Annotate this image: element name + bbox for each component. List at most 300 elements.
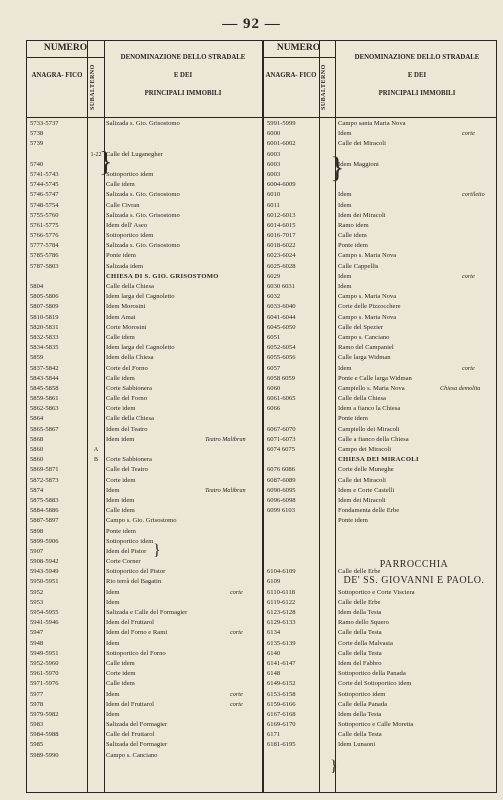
brace-mark: }	[153, 542, 161, 559]
street-name: Calle idem	[106, 333, 135, 341]
anagrafico-number: 5810-5819	[30, 313, 59, 321]
street-name: Idem	[338, 191, 352, 199]
anagrafico-number: 6010	[267, 191, 281, 199]
street-name: Calle idem	[106, 181, 135, 189]
header-denominazione: DENOMINAZIONE DELLO STRADALE	[120, 54, 246, 61]
street-name: Calle della Testa	[338, 629, 382, 637]
anagrafico-number: 5952	[30, 588, 44, 596]
street-name: Calle idem	[106, 507, 135, 515]
table-row	[27, 282, 498, 292]
street-name: Campo s. Canciano	[338, 333, 390, 341]
anagrafico-number: 5985	[30, 741, 44, 749]
anagrafico-number: 5738	[30, 130, 44, 138]
anagrafico-number: 5740	[30, 160, 44, 168]
margin-note: corte	[462, 130, 475, 138]
street-name: Idem Lunaoni	[338, 741, 376, 749]
margin-note: Chiesa demolita	[440, 384, 481, 392]
anagrafico-number: 5874	[30, 486, 44, 494]
street-name: Fondamenta delle Erbe	[338, 507, 400, 515]
anagrafico-number: 6067-6070	[267, 425, 296, 433]
anagrafico-number: 5971-5976	[30, 680, 59, 688]
brace-mark: }	[330, 151, 345, 184]
subalterno-number: 1-22	[90, 151, 102, 158]
anagrafico-number: 5834-5835	[30, 344, 59, 352]
street-name: Sottoportico idem	[106, 170, 154, 178]
street-name: Idem larga del Cagnoletto	[106, 293, 175, 301]
street-name: Calle larga Widman	[338, 354, 391, 362]
anagrafico-number: 5954-5955	[30, 609, 59, 616]
street-name: Calle delle Erbe	[338, 598, 381, 606]
table-row	[27, 353, 498, 363]
anagrafico-number: 5983	[30, 721, 44, 729]
street-name: Calle del Spezier	[338, 323, 384, 331]
street-name: Idem dei Miracoli	[338, 496, 386, 504]
street-name: Calle dei Miracoli	[338, 476, 386, 484]
anagrafico-number: 5941-5946	[30, 619, 59, 627]
table-row	[27, 516, 498, 526]
parish-heading-line1: PARROCCHIA	[379, 559, 449, 570]
table-row	[27, 700, 498, 710]
anagrafico-number: 5950-5951	[30, 578, 59, 586]
anagrafico-number: 6099 6103	[267, 507, 296, 515]
street-name: Campo santa Maria Nova	[338, 120, 406, 127]
street-name: Calle della Testa	[338, 649, 382, 657]
table-row	[27, 190, 498, 200]
anagrafico-number: 5898	[30, 527, 44, 535]
anagrafico-number: 5961-5970	[30, 670, 59, 678]
street-name: Idem	[106, 639, 120, 647]
street-name: CHIESA DI S. GIO. GRISOSTOMO	[106, 272, 219, 280]
anagrafico-number: 6051	[267, 333, 281, 341]
street-name: Ponte e Calle larga Widman	[338, 374, 412, 382]
table-row	[27, 730, 498, 740]
parish-heading-line2: DE' SS. GIOVANNI E PAOLO.	[343, 575, 485, 586]
anagrafico-number: 5748-5754	[30, 201, 59, 209]
anagrafico-number: 6135-6139	[267, 639, 296, 647]
anagrafico-number: 6030 6031	[267, 283, 296, 290]
table-row	[27, 323, 498, 333]
street-name: Ponte idem	[338, 517, 368, 525]
street-name: Salizada del Formagier	[106, 721, 168, 729]
street-name: Calle della Chiesa	[338, 395, 386, 403]
anagrafico-number: 6076 6086	[267, 466, 296, 474]
street-name: Campiello s. Maria Nova	[338, 384, 405, 392]
street-name: Sottoportico del Pistor	[106, 568, 166, 576]
anagrafico-number: 6004-6009	[267, 181, 296, 189]
table-row	[27, 129, 498, 139]
anagrafico-number: 6060	[267, 384, 281, 392]
table-row	[27, 598, 498, 608]
anagrafico-number: 6119-6122	[267, 598, 296, 606]
street-name: Corte delle Pizzocchere	[338, 303, 401, 311]
table-row	[27, 720, 498, 730]
street-name: Idem Morosini	[106, 303, 146, 311]
anagrafico-number: 5952-5960	[30, 659, 59, 667]
street-name: Corte del Sottoportico idem	[338, 680, 412, 688]
street-name: Sottoportico idem	[106, 232, 154, 240]
table-row	[27, 496, 498, 506]
header-denominazione: DENOMINAZIONE DELLO STRADALE	[354, 54, 480, 61]
street-name: Campo s. Maria Nova	[338, 313, 397, 321]
anagrafico-number: 5953	[30, 598, 44, 606]
street-name: Idem del Fruttarol	[106, 619, 154, 627]
anagrafico-number: 6025-6028	[267, 262, 296, 270]
street-name: Rio terrà del Bagatin	[106, 578, 162, 586]
street-name: Calle della Testa	[338, 731, 382, 739]
street-name: Sottoportico e Calle Moretta	[338, 721, 414, 729]
street-name: Campo dei Miracoli	[338, 446, 392, 453]
table-row	[27, 160, 498, 170]
anagrafico-number: 6129-6133	[267, 619, 296, 627]
anagrafico-number: 5947	[30, 629, 44, 637]
right-rows	[27, 119, 498, 751]
anagrafico-number: 6167-6168	[267, 710, 296, 718]
table-row	[27, 241, 498, 251]
header-anagrafico: ANAGRA- FICO	[31, 72, 83, 79]
street-name: Calle delle Erbe	[338, 568, 381, 576]
street-name: Calle idem	[338, 232, 367, 240]
street-name: Salizada s. Gio. Grisostomo	[106, 242, 180, 250]
street-name: Ponte idem	[106, 527, 136, 535]
header-principali: PRINCIPALI IMMOBILI	[378, 90, 456, 97]
table-row	[27, 302, 498, 312]
anagrafico-number: 5733-5737	[30, 120, 59, 127]
anagrafico-number: 6045-6050	[267, 323, 296, 331]
street-name: Salizada del Formagier	[106, 741, 168, 749]
anagrafico-number: 5908-5942	[30, 558, 59, 566]
anagrafico-number: 5984-5988	[30, 731, 59, 739]
anagrafico-number: 5979-5982	[30, 710, 59, 718]
anagrafico-number: 6003	[267, 160, 281, 168]
anagrafico-number: 6003	[267, 150, 281, 158]
header-rule	[27, 57, 104, 58]
street-name: Calle del Teatro	[106, 466, 148, 474]
table-row	[27, 221, 498, 231]
street-name: Calle Civran	[106, 201, 140, 209]
street-name: Idem	[338, 283, 352, 290]
anagrafico-number: 5755-5760	[30, 211, 59, 219]
anagrafico-number: 6001-6002	[267, 140, 296, 148]
table-row	[27, 139, 498, 149]
anagrafico-number: 6104-6109	[267, 568, 296, 576]
anagrafico-number: 6033-6040	[267, 303, 296, 311]
subalterno-number: A	[93, 447, 99, 453]
header-subalterno: SUBALTERNO	[90, 64, 96, 110]
anagrafico-number: 5868	[30, 435, 44, 443]
street-name: Calle della Panada	[338, 700, 388, 708]
table-row	[27, 465, 498, 475]
street-name: Corte delle Muneghe	[338, 466, 394, 474]
anagrafico-number: 6181-6195	[267, 741, 296, 749]
table-row	[27, 455, 498, 465]
anagrafico-number: 5991-5999	[267, 120, 296, 127]
street-name: Corte del Forno	[106, 364, 148, 372]
street-name: Idem Amai	[106, 313, 136, 321]
anagrafico-number: 6052-6054	[267, 344, 296, 352]
street-name: Calle a fianco della Chiesa	[338, 435, 409, 443]
street-name: Salizada e Calle del Formagier	[106, 609, 188, 616]
anagrafico-number: 6041-6044	[267, 313, 296, 321]
street-name: Sottoportico idem	[106, 537, 154, 545]
anagrafico-number: 5875-5883	[30, 496, 59, 504]
street-name: Calle dei Miracoli	[338, 140, 386, 148]
anagrafico-number: 5864	[30, 415, 44, 423]
table-row	[27, 710, 498, 720]
street-name: Corte Sabbionera	[106, 384, 152, 392]
street-name: CHIESA DEI MIRACOLI	[338, 456, 419, 464]
anagrafico-number: 6012-6013	[267, 211, 296, 219]
table-row	[27, 547, 498, 557]
street-name: Idem	[106, 690, 120, 698]
street-name: Idem	[338, 364, 352, 372]
anagrafico-number: 6090-6095	[267, 486, 296, 494]
street-name: Corte Sabbionera	[106, 456, 152, 464]
street-name: Idem	[338, 130, 352, 138]
table-row	[27, 567, 498, 577]
table-row	[27, 690, 498, 700]
anagrafico-number: 5978	[30, 700, 44, 708]
anagrafico-number: 5845-5858	[30, 384, 59, 392]
anagrafico-number: 5741-5743	[30, 170, 59, 178]
street-name: Idem idem	[106, 496, 135, 504]
subalterno-number: B	[93, 457, 98, 464]
street-name: Idem Maggioni	[338, 160, 379, 168]
table-row	[27, 262, 498, 272]
anagrafico-number: 5869-5871	[30, 466, 59, 474]
anagrafico-number: 6066	[267, 405, 281, 413]
street-name: Corte Morosini	[106, 323, 147, 331]
anagrafico-number: 6140	[267, 649, 281, 657]
header-principali: PRINCIPALI IMMOBILI	[144, 90, 222, 97]
street-name: Idem larga del Cagnoletto	[106, 344, 175, 352]
street-name: Campo s. Canciano	[106, 751, 158, 759]
street-name: Idem dell' Aseo	[106, 221, 148, 229]
anagrafico-number: 5989-5990	[30, 751, 59, 759]
anagrafico-number: 6169-6170	[267, 721, 296, 729]
street-name: Salizada s. Gio. Grisostomo	[106, 120, 180, 127]
street-name: Idem a fianco la Chiesa	[338, 405, 401, 413]
street-name: Campo s. Maria Nova	[338, 252, 397, 260]
anagrafico-number: 6153-6158	[267, 690, 296, 698]
table-row	[27, 384, 498, 394]
street-name: Corte Corner	[106, 558, 141, 566]
table-row	[27, 669, 498, 679]
anagrafico-number: 6016-7017	[267, 232, 296, 240]
anagrafico-number: 5744-5745	[30, 181, 59, 189]
street-name: Idem	[106, 588, 120, 596]
table-row	[27, 740, 498, 750]
street-name: Idem della Chiesa	[106, 354, 154, 362]
street-name: Ponte idem	[338, 415, 368, 423]
table-row	[27, 201, 498, 211]
anagrafico-number: 5949-5951	[30, 649, 59, 657]
table-row	[27, 659, 498, 669]
page-number: — 92 —	[222, 16, 281, 32]
table-row	[27, 618, 498, 628]
street-name: Idem del Forno e Rami	[106, 629, 168, 637]
header-numero: NUMERO	[43, 43, 88, 53]
street-name: Ramo dello Squero	[338, 619, 389, 627]
anagrafico-number: 6141-6147	[267, 659, 296, 667]
table-row	[27, 649, 498, 659]
anagrafico-number: 5860	[30, 456, 44, 464]
brace-mark: }	[99, 147, 113, 178]
anagrafico-number: 5872-5873	[30, 476, 59, 484]
anagrafico-number: 5787-5803	[30, 262, 59, 270]
margin-note: corte	[230, 700, 243, 708]
table-row	[27, 445, 498, 455]
anagrafico-number: 5948	[30, 639, 44, 647]
street-name: Idem della Testa	[338, 609, 382, 616]
margin-note: Teatro Malibran	[205, 435, 246, 443]
table-row	[27, 435, 498, 445]
street-name: Idem	[106, 486, 120, 494]
street-name: Idem del Fabbro	[338, 659, 382, 667]
anagrafico-number: 6074 6075	[267, 446, 296, 453]
table-row	[27, 313, 498, 323]
header-anagrafico: ANAGRA- FICO	[265, 72, 317, 79]
street-name: Ponte idem	[338, 242, 368, 250]
table-row	[27, 404, 498, 414]
street-name: Idem	[106, 710, 120, 718]
table-row	[27, 119, 498, 129]
anagrafico-number: 6123-6128	[267, 609, 296, 616]
header-subalterno: SUBALTERNO	[321, 64, 327, 110]
anagrafico-number: 5859-5861	[30, 395, 59, 403]
anagrafico-number: 6110-6118	[267, 588, 296, 596]
street-name: Idem del Pistor	[106, 547, 147, 555]
anagrafico-number: 5860	[30, 446, 44, 453]
anagrafico-number: 5837-5842	[30, 364, 59, 372]
street-name: Idem idem	[106, 435, 135, 443]
table-row	[27, 608, 498, 618]
anagrafico-number: 5807-5809	[30, 303, 59, 311]
street-name: Sottoportico della Panada	[338, 670, 406, 678]
anagrafico-number: 6159-6166	[267, 700, 296, 708]
anagrafico-number: 5977	[30, 690, 44, 698]
street-name: Calle della Chiesa	[106, 283, 154, 290]
street-name: Ramo idem	[338, 221, 369, 229]
street-name: Idem del Fruttarol	[106, 700, 154, 708]
street-name: Idem	[338, 201, 352, 209]
anagrafico-number: 6000	[267, 130, 281, 138]
street-name: Salizada s. Gio. Grisostomo	[106, 191, 180, 199]
street-name: Ponte idem	[106, 252, 136, 260]
anagrafico-number: 5859	[30, 354, 44, 362]
table-row	[27, 476, 498, 486]
street-name: Calle Cappellis	[338, 262, 379, 270]
anagrafico-number: 5862-5863	[30, 405, 59, 413]
anagrafico-number: 6003	[267, 170, 281, 178]
street-name: Corte idem	[106, 405, 136, 413]
street-name: Calle idem	[106, 374, 135, 382]
anagrafico-number: 6109	[267, 578, 281, 586]
anagrafico-number: 6023-6024	[267, 252, 296, 260]
header-rule	[262, 57, 335, 58]
anagrafico-number: 5805-5806	[30, 293, 59, 301]
street-name: Campo s. Gio. Grisostomo	[106, 517, 177, 525]
table-row	[27, 150, 498, 160]
margin-note: corte	[462, 364, 475, 372]
table-row	[27, 170, 498, 180]
table-row	[27, 751, 498, 761]
table-row	[27, 577, 498, 587]
street-name: Salizada idem	[106, 262, 144, 270]
street-name: Ramo del Campaniel	[338, 344, 394, 352]
anagrafico-number: 5761-5775	[30, 221, 59, 229]
street-name: Calle idem	[106, 659, 135, 667]
table-row	[27, 292, 498, 302]
anagrafico-number: 5832-5833	[30, 333, 59, 341]
street-name: Calle della Chiesa	[106, 415, 154, 423]
margin-note: cortiletto	[462, 191, 485, 199]
street-name: Calle idem	[106, 680, 135, 688]
table-row	[27, 537, 498, 547]
anagrafico-number: 6087-6089	[267, 476, 296, 484]
anagrafico-number: 5785-5786	[30, 252, 59, 260]
table-row	[27, 374, 498, 384]
street-name: Calle del Luganegher	[106, 150, 163, 158]
anagrafico-number: 6134	[267, 629, 281, 637]
margin-note: Teatro Malibran	[205, 486, 246, 494]
table-row	[27, 628, 498, 638]
header-e-dei: E DEI	[173, 72, 193, 79]
street-name: Sottoportico idem	[338, 690, 386, 698]
street-name: Idem dei Miracoli	[338, 211, 386, 219]
anagrafico-number: 6061-6065	[267, 395, 296, 403]
anagrafico-number: 6018-6022	[267, 242, 296, 250]
header-e-dei: E DEI	[407, 72, 427, 79]
table-row	[27, 425, 498, 435]
street-name: Corte idem	[106, 476, 136, 484]
anagrafico-number: 5777-5784	[30, 242, 59, 250]
table-row	[27, 251, 498, 261]
anagrafico-number: 6148	[267, 670, 281, 678]
anagrafico-number: 5820-5831	[30, 323, 59, 331]
anagrafico-number: 5884-5886	[30, 507, 59, 515]
anagrafico-number: 5865-5867	[30, 425, 59, 433]
margin-note: corte	[230, 629, 243, 637]
street-name: Sottoportico e Corte Visciera	[338, 588, 415, 596]
anagrafico-number: 5887-5897	[30, 517, 59, 525]
table-row	[27, 364, 498, 374]
table-row	[27, 639, 498, 649]
anagrafico-number: 6055-6056	[267, 354, 296, 362]
street-name: Corte della Malvasia	[338, 639, 393, 647]
anagrafico-number: 5804	[30, 283, 44, 290]
header-numero: NUMERO	[276, 43, 321, 53]
margin-note: corte	[462, 272, 475, 280]
anagrafico-number: 5739	[30, 140, 44, 148]
anagrafico-number: 6032	[267, 293, 281, 301]
table-row	[27, 527, 498, 537]
street-name: Idem	[106, 598, 120, 606]
anagrafico-number: 6014-6015	[267, 221, 296, 229]
anagrafico-number: 5766-5776	[30, 232, 59, 240]
street-name: Idem del Teatro	[106, 425, 148, 433]
street-name: Corte idem	[106, 670, 136, 678]
table-row	[27, 180, 498, 190]
street-name: Calle del Fruttarol	[106, 731, 155, 739]
header-bottom-rule	[27, 117, 496, 118]
street-name: Campo s. Maria Nova	[338, 293, 397, 301]
table-row	[27, 679, 498, 689]
street-name: Sottoportico del Forno	[106, 649, 166, 657]
table-row	[27, 272, 498, 282]
anagrafico-number: 5746-5747	[30, 191, 59, 199]
margin-note: corte	[230, 588, 243, 596]
table-row	[27, 231, 498, 241]
